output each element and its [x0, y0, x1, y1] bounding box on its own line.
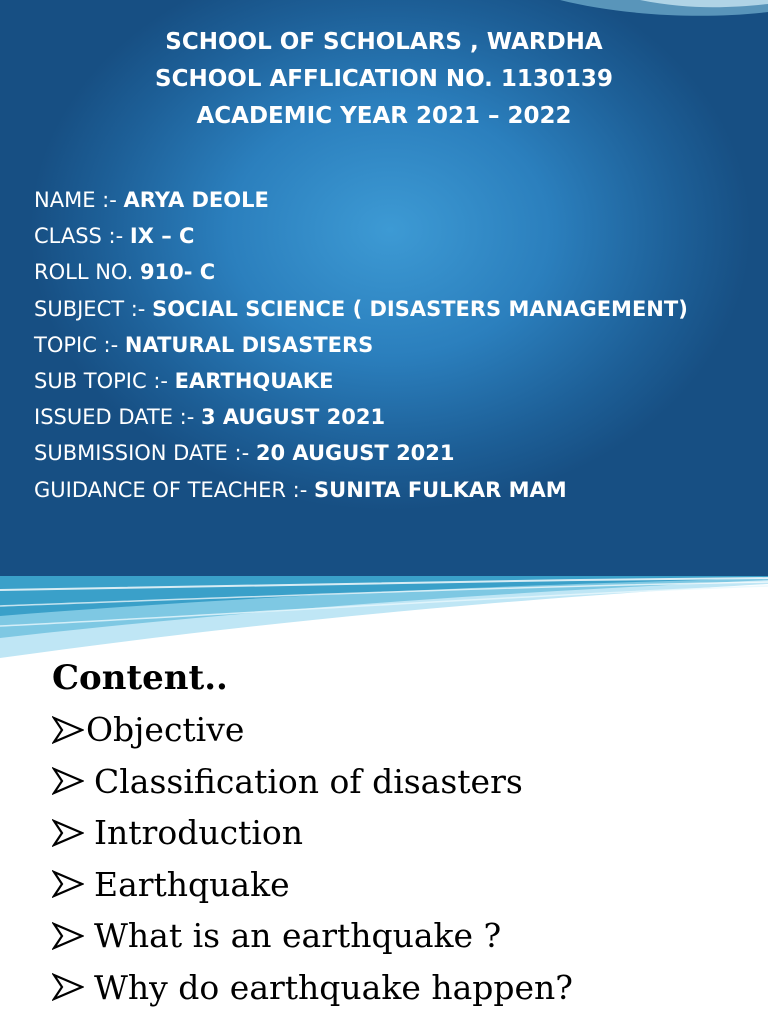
content-title: Content..: [52, 658, 228, 698]
detail-row-submission: SUBMISSION DATE :- 20 AUGUST 2021: [34, 441, 455, 466]
content-slide: [0, 576, 768, 1024]
list-item: Objective: [52, 704, 573, 756]
school-name: SCHOOL OF SCHOLARS , WARDHA: [165, 29, 603, 55]
student-details: [34, 182, 688, 508]
arrow-bullet-icon: [52, 922, 84, 950]
school-header: [0, 24, 768, 135]
list-item: What is an earthquake ?: [52, 910, 573, 962]
list-item: Earthquake: [52, 859, 573, 911]
list-item: Why do earthquake happen?: [52, 962, 573, 1014]
list-item: Classification of disasters: [52, 756, 573, 808]
arrow-bullet-icon: [52, 819, 84, 847]
detail-row-issued: ISSUED DATE :- 3 AUGUST 2021: [34, 405, 386, 430]
arrow-bullet-icon: [52, 716, 84, 744]
detail-row-name: NAME :- ARYA DEOLE: [34, 188, 269, 212]
detail-row-subject: SUBJECT :- SOCIAL SCIENCE ( DISASTERS MANAGEMENT): [34, 296, 688, 321]
affiliation-number: SCHOOL AFFLICATION NO. 1130139: [155, 66, 613, 92]
list-item: Introduction: [52, 807, 573, 859]
detail-row-class: CLASS :- IX – C: [34, 224, 195, 249]
content-list: [52, 704, 573, 1013]
detail-row-subtopic: SUB TOPIC :- EARTHQUAKE: [34, 368, 334, 393]
detail-row-teacher: GUIDANCE OF TEACHER :- SUNITA FULKAR MAM: [34, 477, 567, 502]
detail-row-roll: ROLL NO. 910- C: [34, 260, 216, 285]
academic-year: ACADEMIC YEAR 2021 – 2022: [196, 103, 572, 129]
wave-decoration: [0, 576, 768, 666]
arrow-bullet-icon: [52, 973, 84, 1001]
arrow-bullet-icon: [52, 767, 84, 795]
arrow-bullet-icon: [52, 870, 84, 898]
detail-row-topic: TOPIC :- NATURAL DISASTERS: [34, 332, 374, 357]
